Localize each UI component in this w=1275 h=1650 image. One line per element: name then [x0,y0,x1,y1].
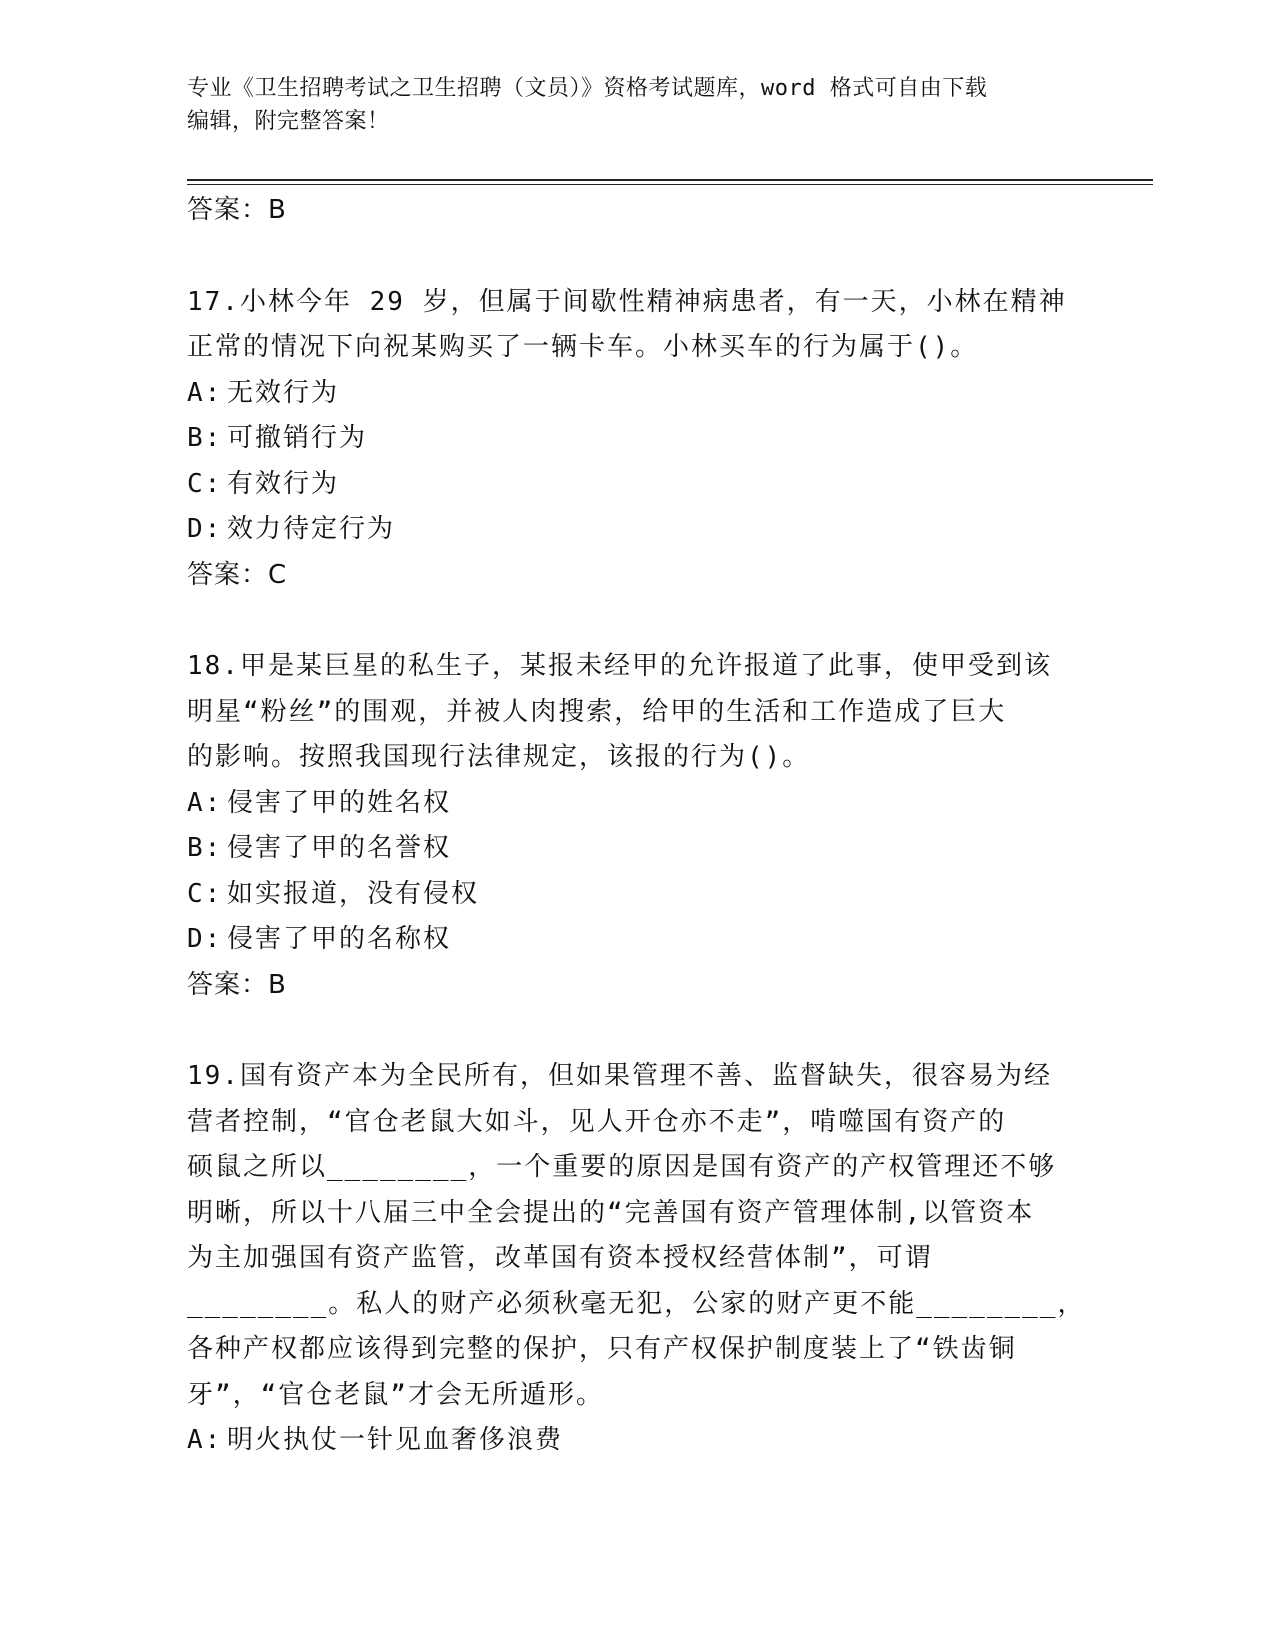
question-text-line: 明星“粉丝”的围观，并被人肉搜索，给甲的生活和工作造成了巨大 [187,696,1007,727]
option-text: 效力待定行为 [227,514,396,544]
question-17 [187,280,1107,599]
question-text-line: 18.甲是某巨星的私生子，某报未经甲的允许报道了此事，使甲受到该 [187,651,1052,681]
option-text: 有效行为 [227,468,340,499]
option-a [187,1418,1107,1464]
question-text-line: 营者控制，“官仓老鼠大如斗，见人开仓亦不走”，啃噬国有资产的 [187,1106,1007,1137]
question-text-line: 19.国有资产本为全民所有，但如果管理不善、监督缺失，很容易为经 [187,1061,1052,1091]
question-19 [187,1054,1107,1464]
question-text-line: 明晰，所以十八届三中全会提出的“完善国有资产管理体制,以管资本 [187,1197,1035,1228]
option-label: D: [187,924,223,954]
header-line-2: 编辑，附完整答案！ [187,109,390,134]
option-b [187,826,1107,872]
question-text-line: 牙”，“官仓老鼠”才会无所遁形。 [187,1379,604,1410]
option-text: 侵害了甲的名誉权 [227,833,452,863]
spacer [187,598,1107,644]
question-text-line: 17.小林今年 29 岁，但属于间歇性精神病患者，有一天，小林在精神 [187,286,1067,317]
option-c [187,462,1107,508]
question-text-line: 的影响。按照我国现行法律规定，该报的行为()。 [187,742,811,772]
question-text-line: 为主加强国有资产监管，改革国有资本授权经营体制”，可谓 [187,1243,933,1273]
answer: 答案：B [187,969,287,1000]
option-text: 明火执仗一针见血奢侈浪费 [227,1425,564,1455]
option-label: A: [187,787,223,818]
option-text: 如实报道，没有侵权 [227,878,480,909]
option-b [187,416,1107,462]
option-label: A: [187,1425,223,1455]
question-list [187,188,1107,1464]
option-label: D: [187,514,223,544]
question-18 [187,644,1107,1008]
option-a [187,781,1107,827]
question-text-line: 硕鼠之所以________，一个重要的原因是国有资产的产权管理还不够 [187,1152,1057,1182]
question-text-line: ________。私人的财产必须秋毫无犯，公家的财产更不能________， [187,1288,1086,1319]
question-text-line: 各种产权都应该得到完整的保护，只有产权保护制度装上了“铁齿铜 [187,1334,1017,1364]
option-d [187,917,1107,963]
option-d [187,507,1107,553]
option-text: 可撤销行为 [227,423,368,453]
option-text: 无效行为 [227,377,340,408]
option-text: 侵害了甲的名称权 [227,924,452,954]
option-label: B: [187,833,223,863]
answer: 答案：C [187,559,288,590]
spacer [187,1008,1107,1054]
option-c [187,872,1107,918]
option-label: C: [187,468,223,499]
question-text-line: 正常的情况下向祝某购买了一辆卡车。小林买车的行为属于()。 [187,332,979,362]
header-line-1: 专业《卫生招聘考试之卫生招聘（文员）》资格考试题库，word 格式可自由下载 [187,76,988,101]
header-divider-thick [187,179,1153,181]
option-label: C: [187,878,223,909]
option-text: 侵害了甲的姓名权 [227,787,452,818]
document-header [187,72,1087,138]
spacer [187,234,1107,280]
option-label: A: [187,377,223,408]
option-label: B: [187,423,223,453]
option-a [187,371,1107,417]
previous-answer: 答案：B [187,195,287,225]
header-divider-thin [187,184,1153,185]
